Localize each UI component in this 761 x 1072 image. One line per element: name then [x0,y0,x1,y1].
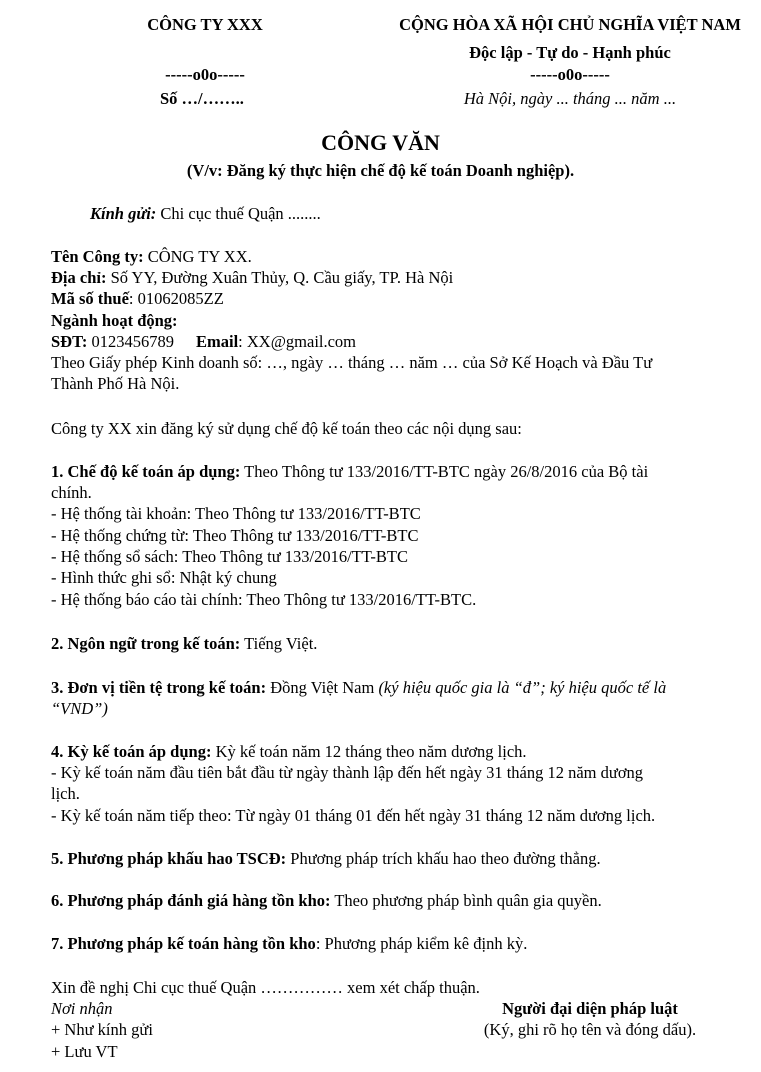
tax-label: Mã số thuế [51,289,129,308]
section-5 [51,848,751,869]
document-number [160,88,244,109]
section-6 [51,890,751,911]
intro-text: Công ty XX xin đăng ký sử dụng chế độ kế toán theo các nội dụng sau: [51,419,522,438]
industry-line [51,310,751,331]
recipient-value: Chi cục thuế Quận ........ [156,204,321,223]
section-1-item: - Hình thức ghi sổ: Nhật ký chung [51,568,277,587]
nation-title: CỘNG HÒA XÃ HỘI CHỦ NGHĨA VIỆT NAM [399,15,741,34]
company-value: CÔNG TY XX. [143,247,252,266]
industry-label: Ngành hoạt động: [51,311,178,330]
recipient-line [90,203,321,224]
section-7-value: : Phương pháp kiểm kê định kỳ. [315,934,528,953]
section-4-label: 4. Kỳ kế toán áp dụng: [51,742,212,761]
section-6-value: Theo phương pháp bình quân gia quyền. [330,891,602,910]
section-5-value: Phương pháp trích khấu hao theo đường thẳng. [286,849,601,868]
section-1-item: - Hệ thống tài khoản: Theo Thông tư 133/2016/TT-BTC [51,504,421,523]
section-1-item: - Hệ thống báo cáo tài chính: Theo Thông tư 133/2016/TT-BTC. [51,590,477,609]
section-4-item-2: - Kỳ kế toán năm tiếp theo: Từ ngày 01 tháng 01 đến hết ngày 31 tháng 12 năm dương lịch. [51,806,656,825]
email-value: : XX@gmail.com [238,332,357,351]
section-6-label: 6. Phương pháp đánh giá hàng tồn kho: [51,891,331,910]
section-7 [51,933,751,954]
section-2-label: 2. Ngôn ngữ trong kế toán: [51,634,241,653]
left-rule: -----o0o----- [165,65,245,84]
email-label: Email [196,332,239,351]
address-label: Địa chỉ: [51,268,107,287]
section-5-label: 5. Phương pháp khấu hao TSCĐ: [51,849,287,868]
recipients-label: Nơi nhận [51,999,113,1018]
motto: Độc lập - Tự do - Hạnh phúc [469,43,671,62]
section-1-item: - Hệ thống sổ sách: Theo Thông tư 133/2016/TT-BTC [51,547,408,566]
section-2 [51,633,751,654]
section-4 [51,741,751,762]
phone-value: 0123456789 [87,332,174,351]
closing-request: Xin đề nghị Chi cục thuế Quận …………… xem xét chấp thuận. [51,978,480,997]
signer-title: Người đại diện pháp luật [502,999,678,1018]
company-line [51,246,751,267]
section-4-item-1-continuation: lịch. [51,784,80,803]
company-label: Tên Công ty: [51,247,144,266]
recipient-item: + Như kính gửi [51,1020,153,1039]
signer-note: (Ký, ghi rõ họ tên và đóng dấu). [483,1020,697,1039]
address-line [51,267,751,288]
company-name: CÔNG TY XXX [147,15,263,34]
section-3-value: Đồng Việt Nam [266,678,379,697]
section-1-value: Theo Thông tư 133/2016/TT-BTC ngày 26/8/2016 của Bộ tài [240,462,649,481]
section-3-note-continuation: “VND”) [51,699,108,718]
section-1-item: - Hệ thống chứng từ: Theo Thông tư 133/2016/TT-BTC [51,526,419,545]
section-3-label: 3. Đơn vị tiền tệ trong kế toán: [51,678,267,697]
license-line-2: Thành Phố Hà Nội. [51,374,180,393]
section-4-item-1: - Kỳ kế toán năm đầu tiên bắt đầu từ ngày thành lập đến hết ngày 31 tháng 12 năm dương [51,763,644,782]
tax-line [51,288,751,309]
address-value: Số YY, Đường Xuân Thủy, Q. Cầu giấy, TP. Hà Nội [106,268,454,287]
document-subject: (V/v: Đăng ký thực hiện chế độ kế toán Doanh nghiệp). [186,161,575,180]
document-title: CÔNG VĂN [321,130,440,155]
section-4-value: Kỳ kế toán năm 12 tháng theo năm dương lịch. [211,742,527,761]
section-3 [51,677,751,698]
section-1-continuation: chính. [51,483,92,502]
tax-value: : 01062085ZZ [128,289,224,308]
contact-line [51,331,751,352]
recipient-item: + Lưu VT [51,1042,118,1061]
section-7-label: 7. Phương pháp kế toán hàng tồn kho [51,934,316,953]
phone-label: SĐT: [51,332,88,351]
license-line-1: Theo Giấy phép Kinh doanh số: …, ngày … tháng … năm … của Sở Kế Hoạch và Đầu Tư [51,353,653,372]
section-1-heading [51,461,751,482]
section-1-label: 1. Chế độ kế toán áp dụng: [51,462,241,481]
place-date: Hà Nội, ngày ... tháng ... năm ... [463,89,677,108]
document-number-text: Số …/…….. [160,89,244,108]
section-2-value: Tiếng Việt. [240,634,318,653]
recipient-label: Kính gửi: [90,204,157,223]
section-3-note: (ký hiệu quốc gia là “đ”; ký hiệu quốc tế là [378,678,667,697]
right-rule: -----o0o----- [530,65,610,84]
